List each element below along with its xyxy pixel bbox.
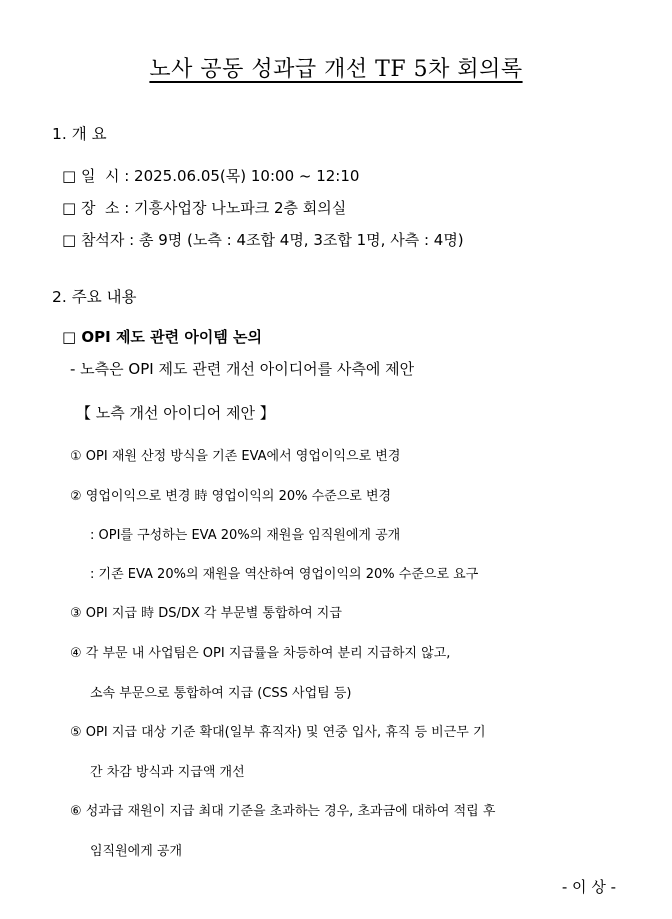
proposal-item-2-detail-2: : 기존 EVA 20%의 재원을 역산하여 영업이익의 20% 수준으로 요구	[90, 567, 479, 582]
topic-heading: □ OPI 제도 관련 아이템 논의	[62, 328, 263, 346]
section-2-heading: 2. 주요 내용	[52, 288, 137, 306]
proposal-heading: 【 노측 개선 아이디어 제안 】	[76, 404, 275, 422]
proposal-item-5-cont: 간 차감 방식과 지급액 개선	[90, 765, 245, 780]
proposal-item-2-detail-1: : OPI를 구성하는 EVA 20%의 재원을 임직원에게 공개	[90, 528, 401, 543]
meeting-place: □ 장 소 : 기흥사업장 나노파크 2층 회의실	[62, 199, 347, 217]
proposal-item-5: ⑤ OPI 지급 대상 기준 확대(일부 휴직자) 및 연중 입사, 휴직 등 비근무 기	[70, 725, 486, 740]
closing-mark: - 이 상 -	[561, 878, 616, 896]
proposal-item-6-cont: 임직원에게 공개	[90, 844, 183, 859]
proposal-item-4: ④ 각 부문 내 사업팀은 OPI 지급률을 차등하여 분리 지급하지 않고,	[70, 646, 451, 661]
proposal-item-1: ① OPI 재원 산정 방식을 기존 EVA에서 영업이익으로 변경	[70, 449, 401, 464]
meeting-date: □ 일 시 : 2025.06.05(목) 10:00 ~ 12:10	[62, 167, 360, 185]
document-title: 노사 공동 성과급 개선 TF 5차 회의록	[149, 57, 523, 82]
topic-description: - 노측은 OPI 제도 관련 개선 아이디어를 사측에 제안	[70, 360, 415, 378]
proposal-item-6: ⑥ 성과급 재원이 지급 최대 기준을 초과하는 경우, 초과금에 대하여 적립 후	[70, 804, 496, 819]
proposal-item-4-cont: 소속 부문으로 통합하여 지급 (CSS 사업팀 등)	[90, 686, 352, 701]
proposal-item-3: ③ OPI 지급 時 DS/DX 각 부문별 통합하여 지급	[70, 606, 342, 621]
section-1-heading: 1. 개 요	[52, 125, 107, 143]
meeting-attendees: □ 참석자 : 총 9명 (노측 : 4조합 4명, 3조합 1명, 사측 : 4명)	[62, 231, 464, 249]
proposal-item-2: ② 영업이익으로 변경 時 영업이익의 20% 수준으로 변경	[70, 489, 392, 504]
